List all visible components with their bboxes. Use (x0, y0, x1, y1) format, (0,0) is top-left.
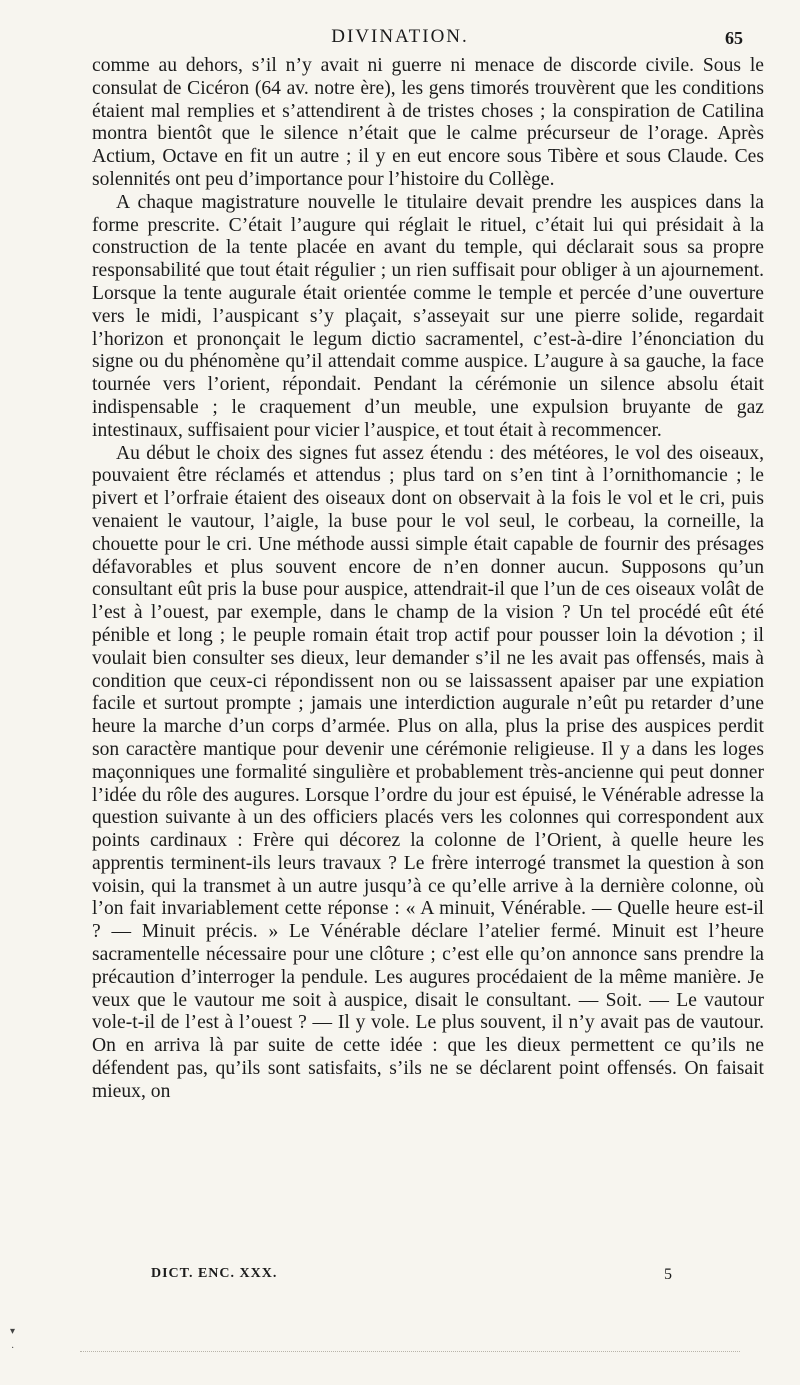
page-number: 65 (725, 28, 743, 48)
signature-mark: DICT. ENC. XXX. (151, 1266, 278, 1281)
sheet-number: 5 (664, 1266, 672, 1283)
margin-speck: ▾ (10, 1326, 16, 1337)
paragraph-2: A chaque magistrature nouvelle le titulaire devait prendre les auspices dans la forme prescrite. C’était l’augure qui réglait le rituel, c’était lui qui présidait à la construction de la tente placée en avant du temple, qui déclarait sous sa propre responsabilité que tout était régulier ; un rien suffisait pour obliger à un ajournement. Lorsque la tente augurale était orientée comme le temple et percée d’une ouverture vers le midi, l’auspicant s’y plaçait, s’asseyait sur une pierre solide, regardait l’horizon et prononçait le legum dictio sacramentel, c’est-à-dire l’énonciation du signe ou du phénomène qu’il attendait comme auspice. L’augure à sa gauche, la face tournée vers l’orient, répondait. Pendant la cérémonie un silence absolu était indispensable ; le craquement d’un meuble, une expulsion bruyante de gaz intestinaux, suffisaient pour vicier l’auspice, et tout était à recommencer. (92, 191, 764, 441)
body-text (92, 55, 764, 1104)
margin-speck: · (11, 1343, 15, 1354)
paragraph-1: comme au dehors, s’il n’y avait ni guerre ni menace de discorde civile. Sous le consulat de Cicéron (64 av. notre ère), les gens timorés trouvèrent que les conditions étaient mal remplies et s’attendirent à de tristes choses ; la conspiration de Catilina montra bientôt que le silence n’était que le calme précurseur de l’orage. Après Actium, Octave en fit un autre ; il y en eut encore sous Tibère et sous Claude. Ces solennités ont peu d’importance pour l’histoire du Collège. (92, 55, 764, 190)
paragraph-3: Au début le choix des signes fut assez étendu : des météores, le vol des oiseaux, pouvaient être réclamés et attendus ; plus tard on s’en tint à l’ornithomancie ; le pivert et l’orfraie étaient des oiseaux dont on observait à la fois le vol et le cri, puis venaient le vautour, l’aigle, la buse pour le vol seul, le corbeau, la corneille, la chouette pour le cri. Une méthode aussi simple était capable de fournir des présages défavorables et plus souvent encore de n’en donner aucun. Supposons qu’un consultant eût pris la buse pour auspice, attendrait-il que l’un de ces oiseaux volât de l’est à l’ouest, par exemple, dans le champ de la vision ? Un tel procédé eût été pénible et long ; le peuple romain était trop actif pour pousser loin la dévotion ; il voulait bien consulter ses dieux, leur demander s’il ne les avait pas offensés, mais à condition que ceux-ci répondissent non ou se laissassent apaiser par une expiation facile et surtout prompte ; jamais une interdiction augurale n’eût pu retarder d’une heure la marche d’un corps d’armée. Plus on alla, plus la prise des auspices perdit son caractère mantique pour devenir une cérémonie religieuse. Il y a dans les loges maçonniques une formalité singulière et probablement très-ancienne qui peut donner l’idée du rôle des augures. Lorsque l’ordre du jour est épuisé, le Vénérable adresse la question suivante à un des officiers placés vers les colonnes qui correspondent aux points cardinaux : Frère qui décorez la colonne de l’Orient, à quelle heure les apprentis terminent-ils leurs travaux ? Le frère interrogé transmet la question à son voisin, qui la transmet à un autre jusqu’à ce qu’elle arrive à la dernière colonne, où l’on fait invariablement cette réponse : « A minuit, Vénérable. — Quelle heure est-il ? — Minuit précis. » Le Vénérable déclare l’atelier fermé. Minuit est l’heure sacramentelle nécessaire pour une clôture ; c’est elle qu’on annonce sans prendre la précaution d’interroger la pendule. Les augures procédaient de la même manière. Je veux que le vautour me soit à auspice, disait le consultant. — Soit. — Le vautour vole-t-il de l’est à l’ouest ? — Il y vole. Le plus souvent, il n’y avait pas de vautour. On en arriva là par suite de cette idée : que les dieux permettent ce qu’ils ne défendent pas, qu’ils sont satisfaits, s’ils ne se déclarent point offensés. On faisait mieux, on (92, 442, 764, 1102)
bottom-bleed-rule (80, 1351, 740, 1352)
running-title: DIVINATION. (331, 26, 469, 47)
